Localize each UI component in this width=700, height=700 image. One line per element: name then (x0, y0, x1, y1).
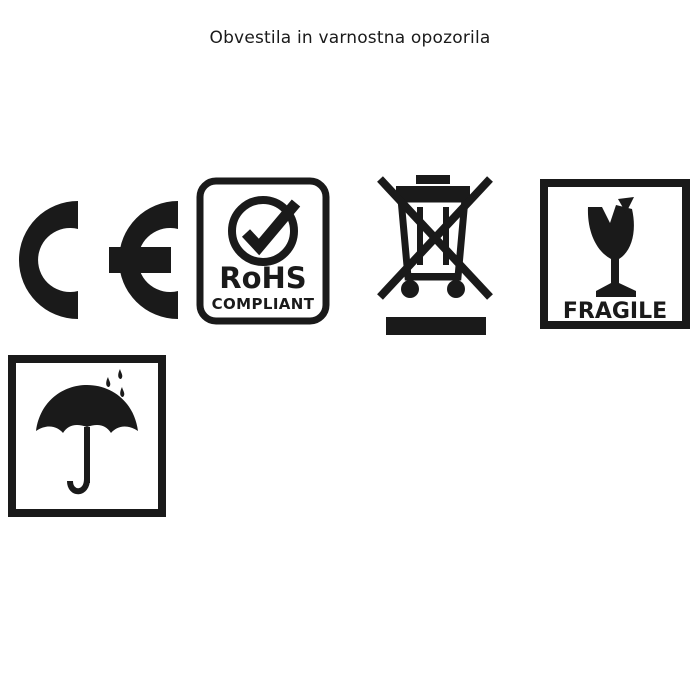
keep-dry-umbrella-icon (8, 355, 166, 517)
fragile-glass-icon (540, 179, 690, 329)
ce-marking-icon (8, 195, 178, 325)
rohs-compliant-label: COMPLIANT (211, 295, 315, 313)
fragile-label: FRAGILE (562, 299, 668, 324)
symbols-row (0, 165, 700, 355)
rohs-compliant-icon (196, 177, 330, 325)
rohs-label: RoHS (219, 261, 307, 295)
weee-crossed-out-wheelie-bin-icon (376, 169, 496, 339)
page-title: Obvestila in varnostna opozorila (209, 28, 491, 48)
